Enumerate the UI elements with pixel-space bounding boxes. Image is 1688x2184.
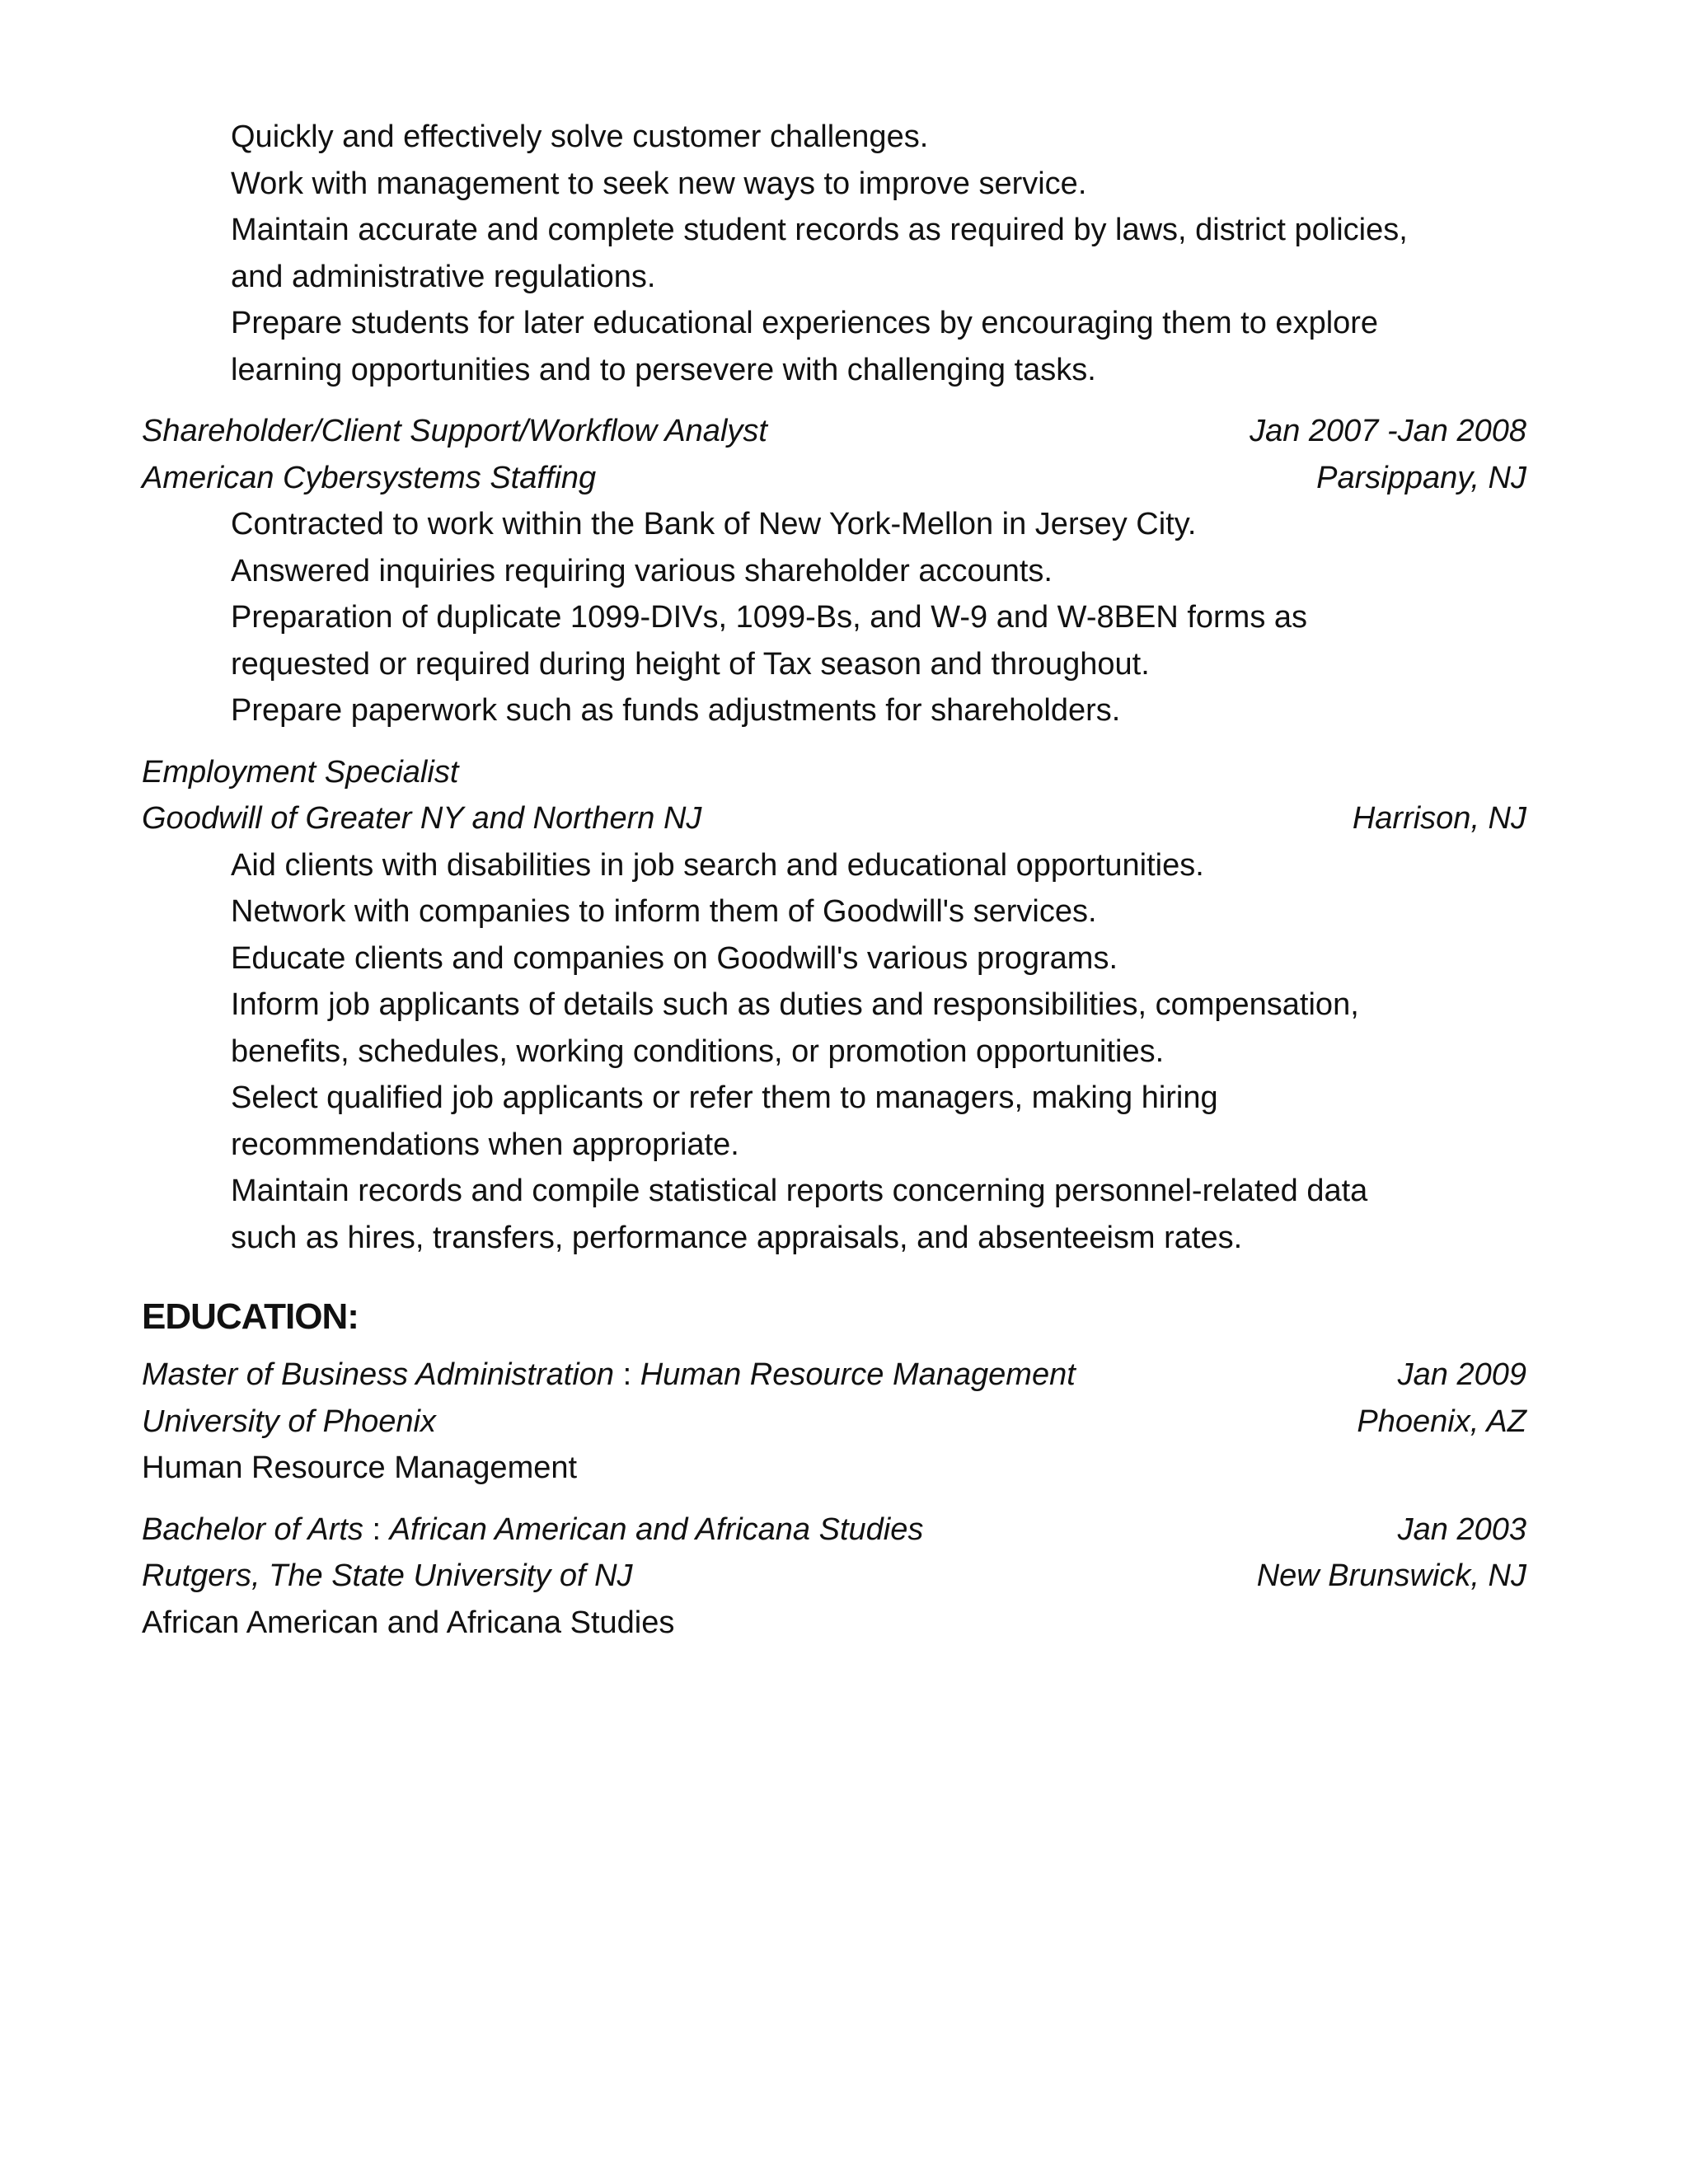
bullet-line: learning opportunities and to persevere with challenging tasks. bbox=[231, 352, 1096, 387]
bullet-line: Select qualified job applicants or refer them to managers, making hiring bbox=[231, 1080, 1218, 1115]
degree-name: Master of Business Administration bbox=[142, 1357, 615, 1392]
degree-field: African American and Africana Studies bbox=[389, 1511, 924, 1547]
bullet-line: requested or required during height of Tax season and throughout. bbox=[231, 646, 1150, 682]
bullet-line: Aid clients with disabilities in job search and educational opportunities. bbox=[231, 847, 1204, 883]
degree-row bbox=[142, 1507, 1526, 1554]
job-dates: Jan 2007 -Jan 2008 bbox=[1250, 414, 1526, 448]
job-entry bbox=[142, 749, 1526, 1262]
bullet-line: Contracted to work within the Bank of New York-Mellon in Jersey City. bbox=[231, 507, 1197, 541]
job-entry bbox=[142, 408, 1526, 734]
job-title: Employment Specialist bbox=[142, 754, 459, 790]
job-employer-row bbox=[142, 795, 1526, 842]
degree-detail: Human Resource Management bbox=[142, 1451, 578, 1485]
job-bullets bbox=[231, 842, 1526, 1262]
bullet-line: Maintain accurate and complete student records as required by laws, district policies, bbox=[231, 213, 1408, 247]
education-entry bbox=[142, 1352, 1526, 1492]
job-header-row bbox=[142, 749, 1526, 796]
degree-field: Human Resource Management bbox=[640, 1357, 1076, 1392]
job-header-row bbox=[142, 408, 1526, 455]
job-employer: Goodwill of Greater NY and Northern NJ bbox=[142, 801, 702, 836]
education-entry bbox=[142, 1507, 1526, 1647]
degree-name: Bachelor of Arts bbox=[142, 1511, 363, 1547]
job-employer: American Cybersystems Staffing bbox=[142, 460, 597, 495]
school-name: Rutgers, The State University of NJ bbox=[142, 1558, 633, 1593]
bullet-line: Prepare paperwork such as funds adjustments for shareholders. bbox=[231, 693, 1121, 728]
degree-separator: : bbox=[363, 1511, 390, 1547]
school-row bbox=[142, 1553, 1526, 1600]
bullet-line: Prepare students for later educational experiences by encouraging them to explore bbox=[231, 306, 1379, 340]
job-title: Shareholder/Client Support/Workflow Analyst bbox=[142, 414, 767, 448]
degree-line bbox=[142, 1507, 923, 1554]
bullet-line: Work with management to seek new ways to improve service. bbox=[231, 166, 1087, 201]
degree-line bbox=[142, 1352, 1076, 1399]
bullet-line: Network with companies to inform them of Goodwill's services. bbox=[231, 894, 1097, 929]
bullet-line: and administrative regulations. bbox=[231, 259, 656, 294]
bullet-line: such as hires, transfers, performance appraisals, and absenteeism rates. bbox=[231, 1220, 1243, 1255]
bullet-line: benefits, schedules, working conditions, or promotion opportunities. bbox=[231, 1033, 1165, 1069]
resume-page bbox=[142, 114, 1526, 1646]
bullet-line: Answered inquiries requiring various shareholder accounts. bbox=[231, 553, 1053, 588]
degree-date: Jan 2009 bbox=[1397, 1357, 1526, 1392]
school-row bbox=[142, 1399, 1526, 1446]
bullet-line: Inform job applicants of details such as duties and responsibilities, compensation, bbox=[231, 987, 1359, 1022]
job-employer-row bbox=[142, 455, 1526, 502]
job-location: Harrison, NJ bbox=[1352, 801, 1526, 836]
school-location: Phoenix, AZ bbox=[1357, 1404, 1526, 1439]
education-heading: EDUCATION: bbox=[142, 1296, 359, 1337]
degree-row bbox=[142, 1352, 1526, 1399]
bullet-line: Preparation of duplicate 1099-DIVs, 1099-Bs, and W-9 and W-8BEN forms as bbox=[231, 600, 1308, 635]
bullet-line: recommendations when appropriate. bbox=[231, 1127, 739, 1162]
bullet-line: Maintain records and compile statistical reports concerning personnel-related data bbox=[231, 1174, 1368, 1208]
degree-date: Jan 2003 bbox=[1397, 1511, 1526, 1547]
job-bullets bbox=[231, 501, 1526, 734]
previous-job-bullets bbox=[231, 114, 1526, 393]
bullet-line: Quickly and effectively solve customer challenges. bbox=[231, 120, 929, 154]
bullet-line: Educate clients and companies on Goodwill's various programs. bbox=[231, 940, 1118, 976]
degree-separator: : bbox=[614, 1357, 640, 1392]
degree-detail: African American and Africana Studies bbox=[142, 1605, 675, 1640]
school-location: New Brunswick, NJ bbox=[1256, 1558, 1526, 1593]
job-location: Parsippany, NJ bbox=[1316, 460, 1526, 495]
school-name: University of Phoenix bbox=[142, 1404, 436, 1439]
